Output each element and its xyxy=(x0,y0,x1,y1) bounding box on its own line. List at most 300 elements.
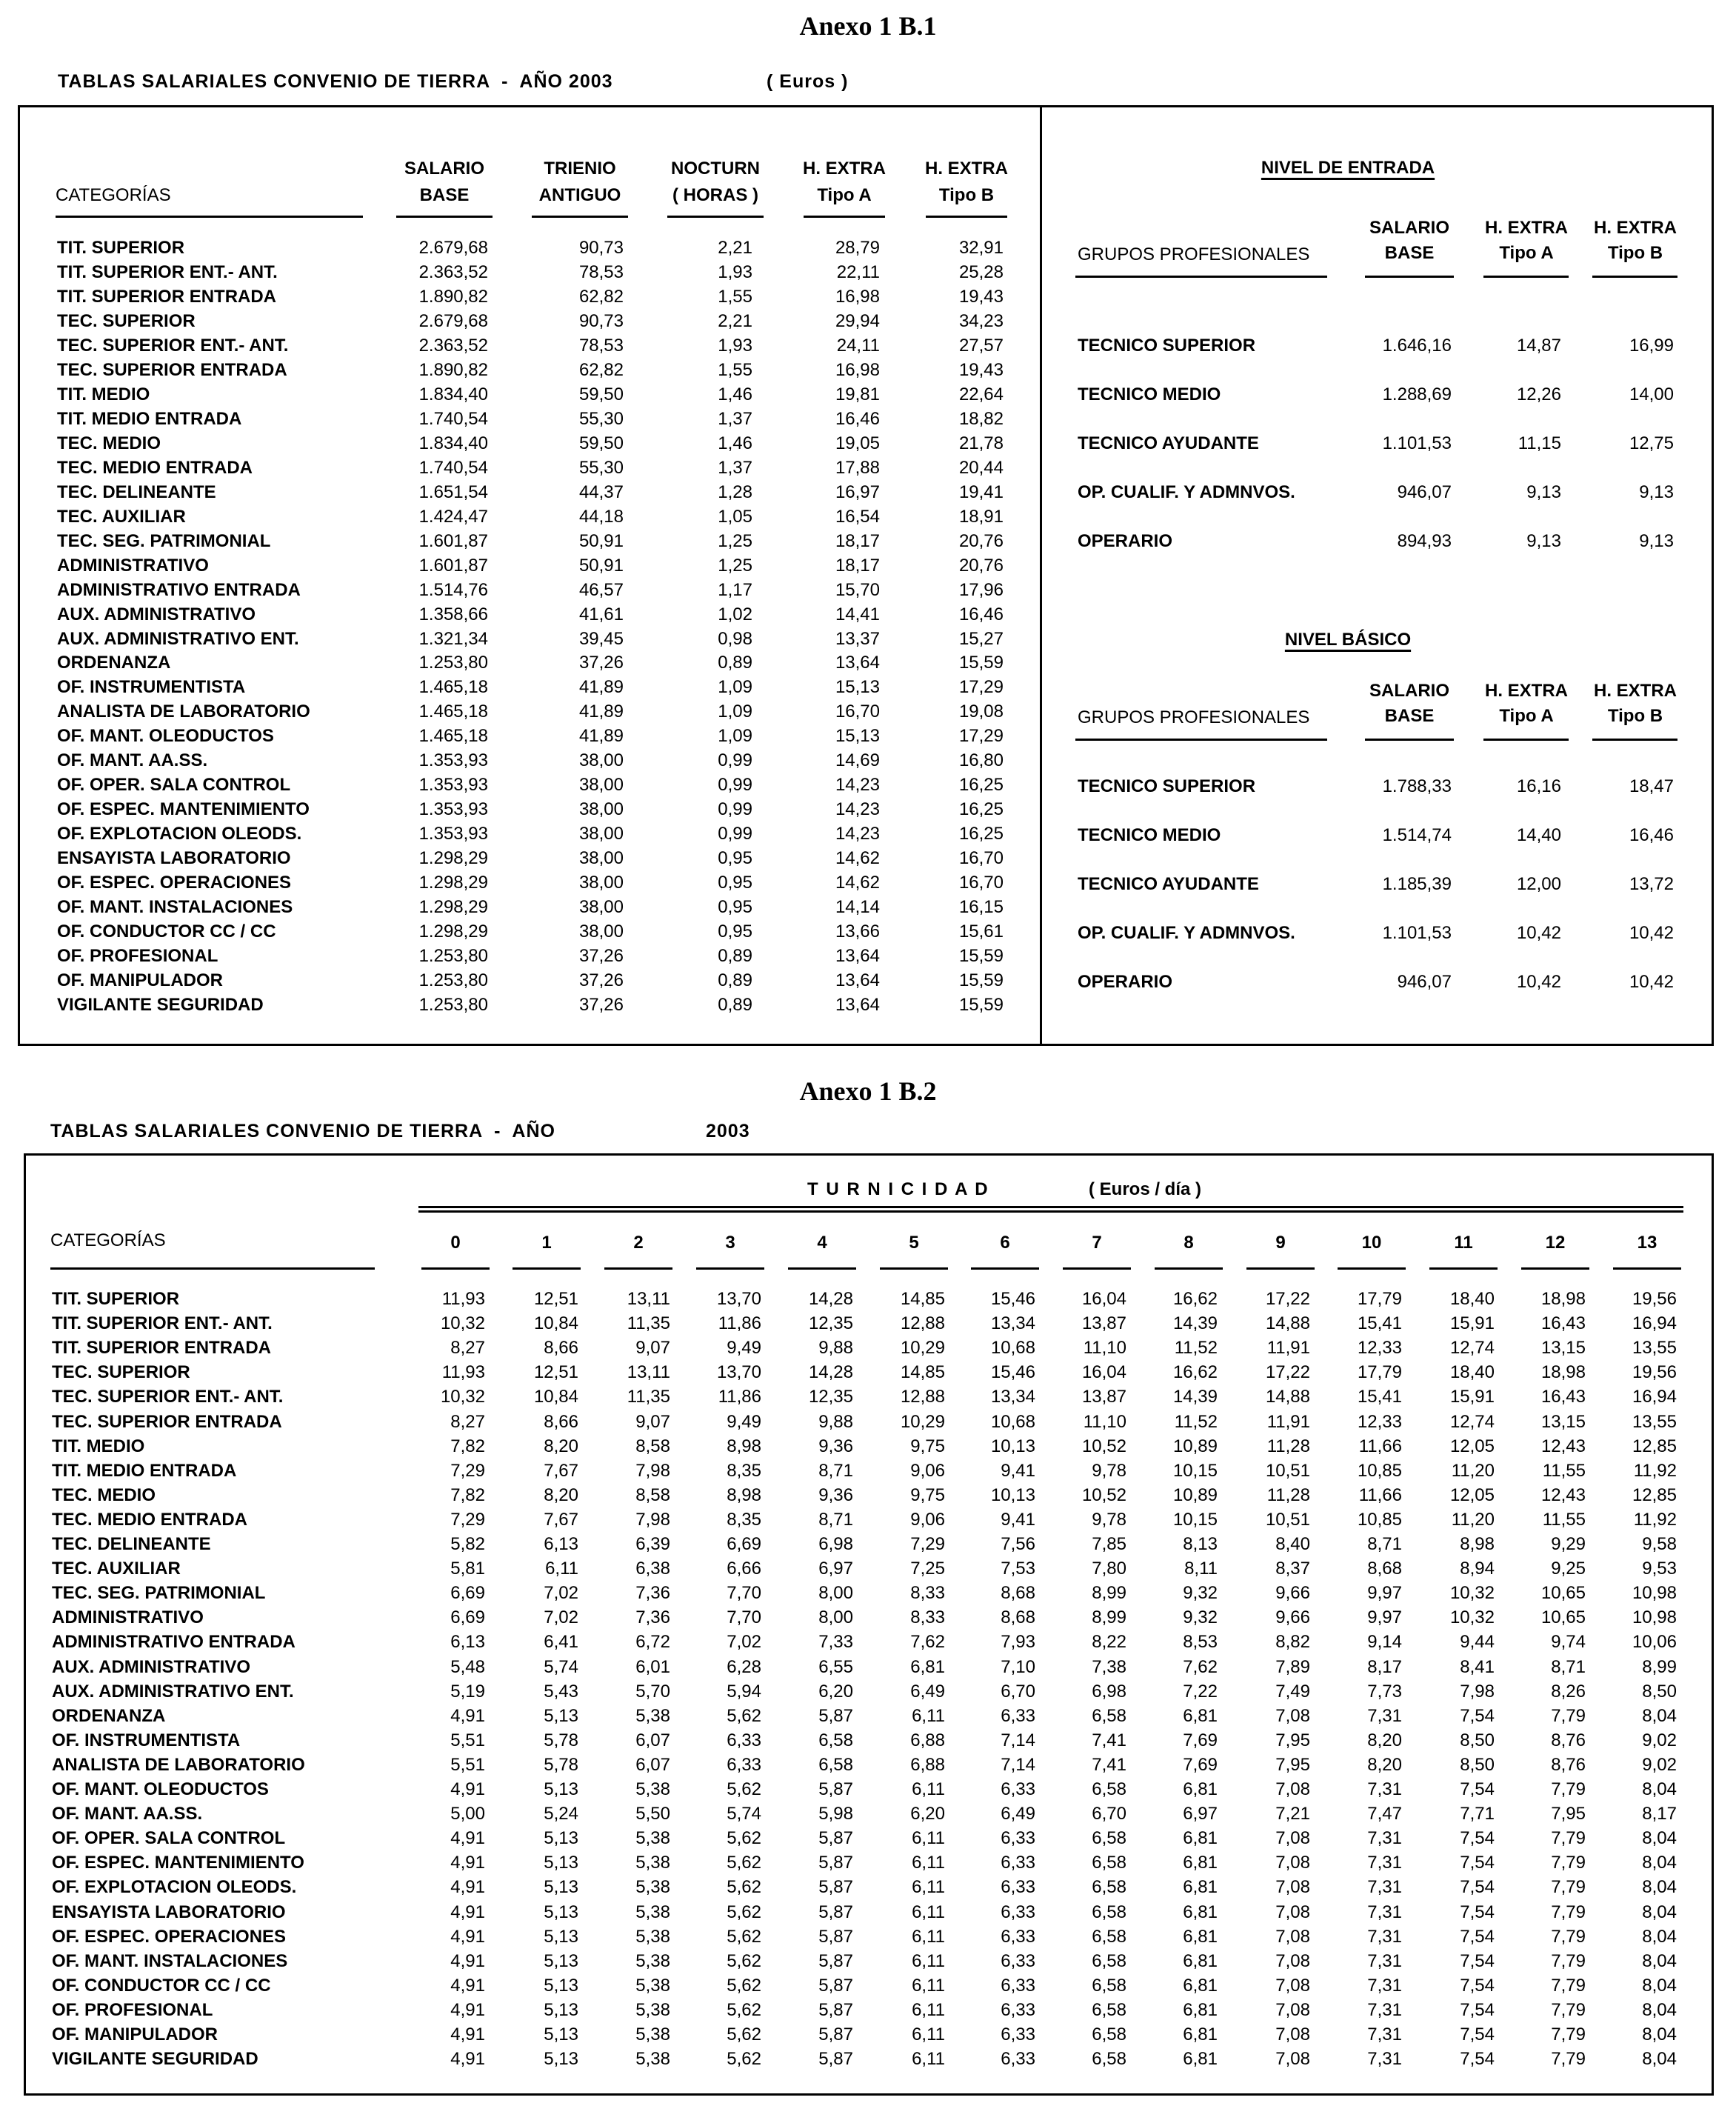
b2-row-value: 12,05 xyxy=(1449,1484,1495,1505)
b2-row-value: 6,38 xyxy=(635,1559,670,1579)
b2-row-value: 8,98 xyxy=(727,1484,761,1505)
b2-row-category: TIT. MEDIO xyxy=(52,1436,145,1456)
b1-entrada-row-group: OPERARIO xyxy=(1078,531,1173,551)
b2-row-value: 5,13 xyxy=(544,1779,578,1799)
b1-row-value: 2.679,68 xyxy=(418,238,488,258)
b2-row-value: 6,07 xyxy=(635,1754,670,1775)
b2-row-value: 5,62 xyxy=(727,2024,761,2044)
b1-row-value: 90,73 xyxy=(578,238,624,258)
b2-row-value: 6,58 xyxy=(818,1730,853,1750)
b1-row-value: 18,91 xyxy=(958,506,1004,527)
b1-row-value: 1,28 xyxy=(718,481,752,502)
b2-row-value: 6,33 xyxy=(1001,1975,1035,1996)
b1-row-value: 1.353,93 xyxy=(418,799,488,820)
b2-row-value: 15,91 xyxy=(1449,1313,1495,1334)
b2-row-value: 10,85 xyxy=(1357,1460,1402,1481)
b1-header-rule-salario xyxy=(396,216,493,218)
b1-row-value: 32,91 xyxy=(958,238,1004,258)
b2-row-category: TEC. MEDIO ENTRADA xyxy=(52,1509,247,1530)
b2-row-value: 15,46 xyxy=(990,1362,1035,1383)
b2-row-value: 13,15 xyxy=(1540,1411,1586,1432)
b1-row-category: TEC. SUPERIOR ENTRADA xyxy=(57,359,287,380)
b1-row-value: 0,95 xyxy=(718,921,752,942)
b1-row-value: 20,76 xyxy=(958,530,1004,551)
b1-row-value: 15,27 xyxy=(958,628,1004,649)
b2-row-value: 14,39 xyxy=(1172,1313,1218,1334)
b2-row-value: 5,38 xyxy=(635,2049,670,2070)
b2-row-value: 8,99 xyxy=(1092,1583,1126,1604)
b1-row-value: 18,17 xyxy=(835,555,880,576)
b2-row-category: OF. MANIPULADOR xyxy=(52,2024,218,2044)
b1-entrada-row-value: 1.101,53 xyxy=(1382,433,1452,453)
b2-row-value: 4,91 xyxy=(450,1950,485,1971)
b1-row-value: 41,61 xyxy=(578,604,624,624)
b2-row-value: 7,08 xyxy=(1275,1828,1310,1849)
b2-row-value: 5,62 xyxy=(727,2049,761,2070)
b2-row-value: 11,20 xyxy=(1451,1460,1495,1481)
b1-row-value: 38,00 xyxy=(578,775,624,796)
b2-row-value: 6,98 xyxy=(818,1534,853,1554)
b1-row-value: 16,46 xyxy=(835,408,880,429)
b2-row-value: 7,54 xyxy=(1460,1950,1495,1971)
b2-row-value: 4,91 xyxy=(450,1853,485,1873)
b1-row-value: 41,89 xyxy=(578,726,624,747)
b2-column-header-rule xyxy=(513,1267,581,1270)
b1-row-value: 1.298,29 xyxy=(418,921,488,942)
b2-row-value: 7,79 xyxy=(1551,1828,1586,1849)
b2-row-value: 9,02 xyxy=(1642,1754,1677,1775)
b2-row-value: 6,11 xyxy=(912,1926,945,1947)
b2-row-value: 7,29 xyxy=(910,1534,945,1554)
b2-row-value: 5,87 xyxy=(818,1902,853,1922)
b1-row-value: 17,29 xyxy=(958,726,1004,747)
b1-row-category: OF. ESPEC. OPERACIONES xyxy=(57,873,292,893)
b2-row-value: 6,49 xyxy=(1001,1804,1035,1824)
b2-row-value: 8,20 xyxy=(544,1436,578,1456)
b2-row-value: 7,79 xyxy=(1551,2024,1586,2044)
b2-row-value: 7,89 xyxy=(1275,1656,1310,1677)
b2-row-value: 8,04 xyxy=(1642,1877,1677,1898)
b2-row-value: 5,62 xyxy=(727,1926,761,1947)
b1-entrada-header-hextra_b-line2: Tipo B xyxy=(1607,243,1663,263)
b2-row-value: 7,54 xyxy=(1460,1877,1495,1898)
b1-row-value: 59,50 xyxy=(578,433,624,453)
b2-row-category: OF. INSTRUMENTISTA xyxy=(52,1730,241,1750)
b1-header-hextra_b-line2: Tipo B xyxy=(938,185,995,205)
b2-row-value: 6,33 xyxy=(1001,1926,1035,1947)
b1-basico-row-value: 10,42 xyxy=(1629,923,1674,943)
b2-row-value: 5,82 xyxy=(450,1534,485,1554)
b2-row-value: 8,58 xyxy=(635,1436,670,1456)
b1-basico-row-value: 16,16 xyxy=(1516,776,1561,796)
b2-row-value: 7,79 xyxy=(1551,2049,1586,2070)
b2-row-value: 5,87 xyxy=(818,1975,853,1996)
b1-entrada-row-value: 11,15 xyxy=(1518,433,1561,453)
b2-row-value: 7,95 xyxy=(1275,1754,1310,1775)
b1-entrada-header-hextra_a-line1: H. EXTRA xyxy=(1484,218,1568,238)
b1-row-value: 1,46 xyxy=(718,433,752,453)
b2-row-value: 6,20 xyxy=(818,1681,853,1702)
b2-row-value: 5,87 xyxy=(818,1950,853,1971)
b2-row-value: 11,91 xyxy=(1266,1338,1310,1359)
b2-row-value: 7,31 xyxy=(1367,1705,1402,1726)
b1-row-value: 38,00 xyxy=(578,897,624,918)
b2-row-value: 6,81 xyxy=(1183,1877,1218,1898)
b2-row-value: 7,67 xyxy=(544,1460,578,1481)
b2-row-value: 6,11 xyxy=(912,1779,945,1799)
b2-row-value: 6,33 xyxy=(1001,1705,1035,1726)
b2-row-value: 15,91 xyxy=(1449,1387,1495,1407)
b2-column-header-rule xyxy=(1429,1267,1498,1270)
b1-row-category: TEC. SEG. PATRIMONIAL xyxy=(57,530,271,551)
b2-row-value: 8,26 xyxy=(1551,1681,1586,1702)
b2-row-value: 7,98 xyxy=(635,1509,670,1530)
b2-row-category: OF. MANT. INSTALACIONES xyxy=(52,1950,288,1971)
b1-row-value: 16,46 xyxy=(958,604,1004,624)
b2-row-value: 7,73 xyxy=(1367,1681,1402,1702)
b1-row-category: OF. MANT. INSTALACIONES xyxy=(57,897,293,918)
b2-row-value: 8,04 xyxy=(1642,2024,1677,2044)
b2-row-value: 5,62 xyxy=(727,1705,761,1726)
b2-row-value: 6,13 xyxy=(544,1534,578,1554)
b1-row-value: 1.253,80 xyxy=(418,946,488,967)
b1-basico-row-value: 14,40 xyxy=(1516,825,1561,845)
b1-header-rule-trienio xyxy=(532,216,628,218)
b2-row-value: 6,11 xyxy=(912,1877,945,1898)
b2-row-value: 14,85 xyxy=(900,1289,945,1309)
b2-row-category: TEC. DELINEANTE xyxy=(52,1534,211,1554)
b1-row-value: 27,57 xyxy=(958,335,1004,356)
b1-row-value: 16,80 xyxy=(958,750,1004,771)
b1-row-value: 19,41 xyxy=(958,481,1004,502)
b2-row-value: 6,11 xyxy=(912,1902,945,1922)
b2-row-value: 7,25 xyxy=(910,1559,945,1579)
b2-row-value: 11,20 xyxy=(1451,1509,1495,1530)
b2-row-value: 7,21 xyxy=(1275,1804,1310,1824)
b2-row-value: 6,13 xyxy=(450,1632,485,1653)
b2-row-value: 14,88 xyxy=(1265,1313,1310,1334)
b2-row-value: 16,94 xyxy=(1632,1313,1677,1334)
b1-basico-header-hextra_a-line1: H. EXTRA xyxy=(1484,681,1568,701)
b2-row-value: 11,66 xyxy=(1358,1436,1402,1456)
b2-column-header-rule xyxy=(1521,1267,1589,1270)
b2-row-value: 12,51 xyxy=(533,1362,578,1383)
b2-row-value: 5,70 xyxy=(635,1681,670,1702)
b2-row-value: 5,50 xyxy=(635,1804,670,1824)
b2-row-value: 9,32 xyxy=(1183,1583,1218,1604)
b2-row-value: 9,32 xyxy=(1183,1607,1218,1628)
b1-row-value: 1,55 xyxy=(718,359,752,380)
b2-row-category: TEC. SUPERIOR ENT.- ANT. xyxy=(52,1387,284,1407)
b2-row-value: 5,62 xyxy=(727,1779,761,1799)
b2-row-value: 12,74 xyxy=(1449,1338,1495,1359)
b1-row-value: 1.353,93 xyxy=(418,750,488,771)
b1-row-value: 15,59 xyxy=(958,995,1004,1016)
b1-row-value: 37,26 xyxy=(578,995,624,1016)
b2-row-value: 9,36 xyxy=(818,1484,853,1505)
b2-row-value: 18,40 xyxy=(1449,1289,1495,1309)
b2-header-categorias: CATEGORÍAS xyxy=(50,1230,166,1250)
b2-row-category: TEC. SEG. PATRIMONIAL xyxy=(52,1583,266,1604)
b2-row-value: 13,11 xyxy=(627,1289,670,1309)
b1-entrada-row-value: 1.646,16 xyxy=(1382,336,1452,356)
b1-row-value: 1.465,18 xyxy=(418,677,488,698)
b2-row-value: 8,82 xyxy=(1275,1632,1310,1653)
b2-row-value: 7,62 xyxy=(1183,1656,1218,1677)
b2-row-value: 6,88 xyxy=(910,1754,945,1775)
b2-row-value: 5,13 xyxy=(544,1999,578,2020)
b1-row-value: 19,43 xyxy=(958,359,1004,380)
b2-row-value: 7,41 xyxy=(1092,1754,1126,1775)
b2-column-header-rule xyxy=(1338,1267,1406,1270)
b1-header-rule-hextra_a xyxy=(804,216,885,218)
b2-row-value: 12,85 xyxy=(1632,1436,1677,1456)
b1-entrada-rule-salario xyxy=(1365,276,1454,278)
b2-row-value: 7,02 xyxy=(544,1607,578,1628)
b2-column-header: 5 xyxy=(909,1233,919,1253)
b2-row-value: 6,58 xyxy=(1092,1828,1126,1849)
b2-row-category: AUX. ADMINISTRATIVO ENT. xyxy=(52,1681,294,1702)
b2-column-header: 12 xyxy=(1545,1233,1566,1253)
b2-row-value: 5,24 xyxy=(544,1804,578,1824)
b2-row-value: 10,13 xyxy=(990,1436,1035,1456)
b1-row-value: 78,53 xyxy=(578,335,624,356)
b2-row-value: 6,81 xyxy=(1183,1975,1218,1996)
b2-row-value: 4,91 xyxy=(450,1779,485,1799)
b2-row-value: 7,70 xyxy=(727,1583,761,1604)
b2-row-value: 9,07 xyxy=(635,1411,670,1432)
b2-row-value: 5,13 xyxy=(544,1828,578,1849)
b2-row-value: 13,87 xyxy=(1081,1313,1126,1334)
b1-row-value: 2,21 xyxy=(718,310,752,331)
b2-row-value: 7,22 xyxy=(1183,1681,1218,1702)
b1-row-value: 0,98 xyxy=(718,628,752,649)
b1-row-value: 0,95 xyxy=(718,897,752,918)
b2-column-header: 1 xyxy=(541,1233,552,1253)
b2-row-value: 14,39 xyxy=(1172,1387,1218,1407)
b1-subtitle-unit: ( Euros ) xyxy=(767,71,849,92)
b2-row-value: 11,52 xyxy=(1174,1338,1218,1359)
b2-column-header-rule xyxy=(696,1267,764,1270)
b1-row-value: 1,09 xyxy=(718,726,752,747)
b2-row-value: 7,79 xyxy=(1551,1902,1586,1922)
b2-row-value: 18,40 xyxy=(1449,1362,1495,1383)
b2-row-value: 5,87 xyxy=(818,1705,853,1726)
b2-row-value: 16,62 xyxy=(1172,1289,1218,1309)
b1-row-value: 19,08 xyxy=(958,701,1004,722)
b2-row-value: 7,31 xyxy=(1367,1828,1402,1849)
b2-row-value: 7,31 xyxy=(1367,1926,1402,1947)
b1-row-category: OF. MANIPULADOR xyxy=(57,970,223,991)
b1-entrada-header-salario-line1: SALARIO xyxy=(1369,218,1449,238)
b2-row-value: 11,86 xyxy=(718,1387,761,1407)
b1-row-value: 1.890,82 xyxy=(418,286,488,307)
b1-basico-row-value: 10,42 xyxy=(1516,972,1561,992)
b1-row-value: 1.465,18 xyxy=(418,726,488,747)
b2-row-value: 6,33 xyxy=(1001,2024,1035,2044)
b1-row-value: 0,89 xyxy=(718,970,752,991)
b2-row-value: 8,04 xyxy=(1642,1999,1677,2020)
b2-row-value: 11,52 xyxy=(1174,1411,1218,1432)
b1-row-value: 19,43 xyxy=(958,286,1004,307)
b2-row-value: 7,69 xyxy=(1183,1730,1218,1750)
b1-row-category: OF. OPER. SALA CONTROL xyxy=(57,775,291,796)
b2-row-value: 5,78 xyxy=(544,1754,578,1775)
b2-row-value: 14,85 xyxy=(900,1362,945,1383)
b2-row-value: 8,04 xyxy=(1642,1779,1677,1799)
b1-row-category: TIT. SUPERIOR ENTRADA xyxy=(57,286,277,307)
b1-header-hextra_a-line2: Tipo A xyxy=(817,185,872,205)
b1-row-value: 22,11 xyxy=(836,261,880,282)
b2-row-value: 7,33 xyxy=(818,1632,853,1653)
b1-entrada-row-value: 9,13 xyxy=(1639,482,1674,502)
b2-row-value: 8,68 xyxy=(1001,1607,1035,1628)
b2-row-value: 10,29 xyxy=(900,1338,945,1359)
b1-row-value: 1,25 xyxy=(718,555,752,576)
b2-row-value: 5,62 xyxy=(727,1877,761,1898)
b2-row-value: 9,66 xyxy=(1275,1583,1310,1604)
b2-row-value: 7,54 xyxy=(1460,1999,1495,2020)
b1-row-value: 16,70 xyxy=(958,848,1004,869)
b2-row-value: 6,33 xyxy=(1001,1902,1035,1922)
b1-entrada-rule-hextra-a xyxy=(1483,276,1569,278)
b1-entrada-header-hextra_b-line1: H. EXTRA xyxy=(1593,218,1677,238)
b1-row-value: 20,76 xyxy=(958,555,1004,576)
b2-row-value: 8,00 xyxy=(818,1583,853,1604)
b2-row-value: 7,10 xyxy=(1001,1656,1035,1677)
b2-row-value: 11,91 xyxy=(1266,1411,1310,1432)
b2-row-category: TIT. SUPERIOR ENTRADA xyxy=(52,1338,272,1359)
b2-row-value: 5,87 xyxy=(818,1877,853,1898)
b2-row-value: 9,14 xyxy=(1367,1632,1402,1653)
b1-header-trienio-line1: TRIENIO xyxy=(544,159,616,179)
b1-row-value: 14,23 xyxy=(835,799,880,820)
b2-row-value: 8,20 xyxy=(544,1484,578,1505)
b2-column-header: 3 xyxy=(725,1233,735,1253)
b1-row-category: ADMINISTRATIVO ENTRADA xyxy=(57,579,301,600)
b1-row-value: 16,15 xyxy=(958,897,1004,918)
b2-row-value: 8,37 xyxy=(1275,1559,1310,1579)
b1-header-nocturn-line1: NOCTURN xyxy=(671,159,760,179)
b1-row-value: 37,26 xyxy=(578,970,624,991)
b2-row-value: 10,68 xyxy=(990,1411,1035,1432)
b2-row-value: 12,43 xyxy=(1540,1484,1586,1505)
b2-row-value: 8,71 xyxy=(818,1509,853,1530)
b2-row-value: 10,51 xyxy=(1265,1509,1310,1530)
b2-row-value: 8,76 xyxy=(1551,1754,1586,1775)
b2-row-value: 6,58 xyxy=(1092,1779,1126,1799)
b2-row-value: 8,13 xyxy=(1183,1534,1218,1554)
b2-row-value: 9,06 xyxy=(910,1509,945,1530)
b2-row-value: 6,11 xyxy=(912,1999,945,2020)
b2-row-value: 8,04 xyxy=(1642,1705,1677,1726)
b1-row-value: 0,95 xyxy=(718,848,752,869)
b2-row-value: 7,47 xyxy=(1367,1804,1402,1824)
b2-row-value: 12,85 xyxy=(1632,1484,1677,1505)
b2-row-category: OF. ESPEC. OPERACIONES xyxy=(52,1926,287,1947)
b2-column-header: 4 xyxy=(817,1233,827,1253)
b2-row-value: 13,70 xyxy=(716,1362,761,1383)
b1-entrada-row-value: 14,87 xyxy=(1516,336,1561,356)
b2-row-category: TEC. SUPERIOR xyxy=(52,1362,190,1383)
b2-row-category: ORDENANZA xyxy=(52,1705,166,1726)
b2-column-header: 7 xyxy=(1092,1233,1102,1253)
b2-row-value: 9,78 xyxy=(1092,1509,1126,1530)
b1-row-value: 1.740,54 xyxy=(418,457,488,478)
b2-row-value: 7,31 xyxy=(1367,1902,1402,1922)
b1-row-value: 38,00 xyxy=(578,750,624,771)
b2-row-value: 5,38 xyxy=(635,1950,670,1971)
b1-basico-row-value: 1.788,33 xyxy=(1382,776,1452,796)
b2-row-value: 9,07 xyxy=(635,1338,670,1359)
b1-row-value: 38,00 xyxy=(578,799,624,820)
b2-row-value: 5,51 xyxy=(450,1730,485,1750)
b2-row-value: 8,71 xyxy=(818,1460,853,1481)
b2-row-value: 5,74 xyxy=(544,1656,578,1677)
b2-row-value: 8,17 xyxy=(1367,1656,1402,1677)
b2-row-value: 17,22 xyxy=(1265,1289,1310,1309)
b2-row-value: 8,20 xyxy=(1367,1754,1402,1775)
b1-entrada-row-value: 16,99 xyxy=(1629,336,1674,356)
b2-row-value: 5,87 xyxy=(818,2024,853,2044)
b2-row-value: 6,98 xyxy=(1092,1681,1126,1702)
b1-row-category: TEC. SUPERIOR xyxy=(57,310,196,331)
b1-row-value: 1,09 xyxy=(718,701,752,722)
b2-row-value: 15,41 xyxy=(1357,1313,1402,1334)
b2-row-value: 8,68 xyxy=(1367,1559,1402,1579)
b1-entrada-header-grupos: GRUPOS PROFESIONALES xyxy=(1078,244,1310,264)
b2-row-value: 10,85 xyxy=(1357,1509,1402,1530)
b2-column-header-rule xyxy=(1155,1267,1223,1270)
b1-entrada-row-value: 946,07 xyxy=(1397,482,1452,502)
b2-row-value: 7,31 xyxy=(1367,2049,1402,2070)
b2-row-value: 7,80 xyxy=(1092,1559,1126,1579)
b2-column-header: 13 xyxy=(1637,1233,1657,1253)
b1-row-value: 25,28 xyxy=(958,261,1004,282)
b1-entrada-row-value: 894,93 xyxy=(1397,531,1452,551)
b2-row-value: 6,39 xyxy=(635,1534,670,1554)
b2-row-value: 5,62 xyxy=(727,1902,761,1922)
b2-row-value: 5,13 xyxy=(544,2049,578,2070)
b1-row-value: 1.834,40 xyxy=(418,433,488,453)
b2-row-value: 11,55 xyxy=(1542,1509,1586,1530)
b1-entrada-row-value: 9,13 xyxy=(1526,482,1561,502)
b2-row-value: 4,91 xyxy=(450,2024,485,2044)
b1-row-value: 15,13 xyxy=(835,726,880,747)
b2-row-category: TEC. MEDIO xyxy=(52,1484,156,1505)
b2-row-value: 5,87 xyxy=(818,2049,853,2070)
b1-row-category: TIT. SUPERIOR ENT.- ANT. xyxy=(57,261,278,282)
b2-row-value: 7,31 xyxy=(1367,1999,1402,2020)
b2-row-value: 8,33 xyxy=(910,1583,945,1604)
b1-header-salario-line2: BASE xyxy=(419,185,470,205)
b2-row-value: 6,81 xyxy=(1183,1950,1218,1971)
b2-row-value: 9,29 xyxy=(1551,1534,1586,1554)
b2-row-value: 6,81 xyxy=(1183,1705,1218,1726)
b1-row-category: TIT. MEDIO ENTRADA xyxy=(57,408,242,429)
b2-row-value: 6,33 xyxy=(1001,2049,1035,2070)
b1-subtitle: TABLAS SALARIALES CONVENIO DE TIERRA - AÑO 2003 xyxy=(58,71,613,92)
b1-row-value: 14,14 xyxy=(835,897,880,918)
b1-row-value: 16,98 xyxy=(835,359,880,380)
b2-row-value: 4,91 xyxy=(450,1877,485,1898)
b1-row-value: 16,25 xyxy=(958,799,1004,820)
b1-row-value: 1,37 xyxy=(718,457,752,478)
b1-row-value: 14,62 xyxy=(835,848,880,869)
b2-row-category: TIT. SUPERIOR ENT.- ANT. xyxy=(52,1313,273,1334)
b2-row-value: 13,55 xyxy=(1632,1338,1677,1359)
b2-row-value: 8,99 xyxy=(1642,1656,1677,1677)
